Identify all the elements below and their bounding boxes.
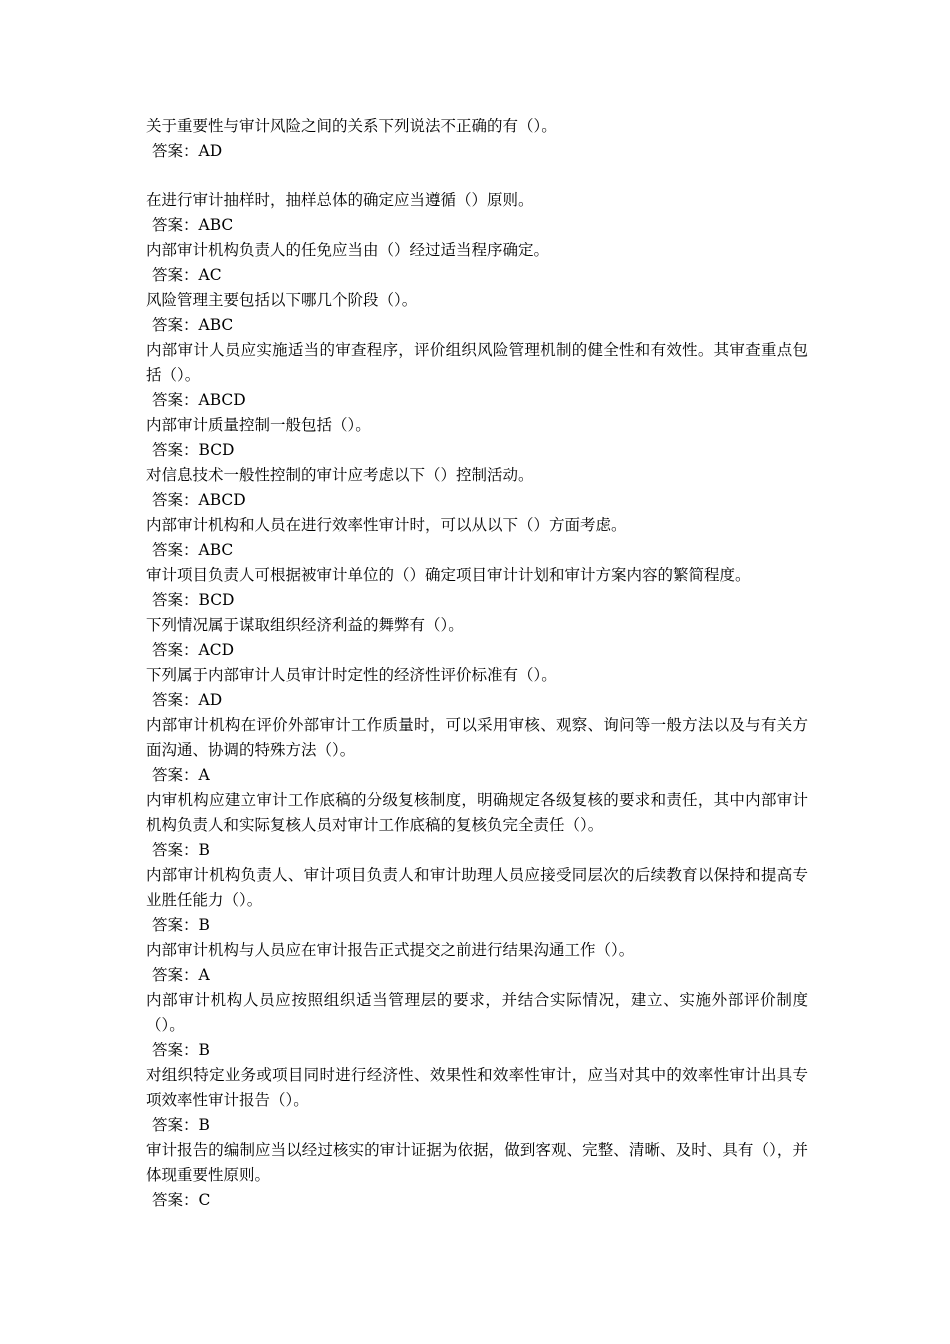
question-text: 内部审计质量控制一般包括（）。 — [146, 416, 371, 434]
question-text: 内审机构应建立审计工作底稿的分级复核制度，明确规定各级复核的要求和责任，其中内部审计机构负责人和实际复核人员对审计工作底稿的复核负完全责任（）。 — [146, 791, 808, 834]
question-list — [146, 114, 808, 1213]
answer-value: AD — [198, 691, 223, 709]
answer-value: A — [198, 766, 210, 784]
question-text: 对组织特定业务或项目同时进行经济性、效果性和效率性审计，应当对其中的效率性审计出具专项效率性审计报告（）。 — [146, 1066, 808, 1109]
answer-prefix: 答案： — [152, 841, 199, 859]
qa-item — [146, 613, 808, 663]
answer-line — [146, 263, 808, 288]
qa-item — [146, 563, 808, 613]
answer-prefix: 答案： — [152, 766, 199, 784]
answer-line — [146, 538, 808, 563]
question-text: 内部审计机构人员应按照组织适当管理层的要求，并结合实际情况，建立、实施外部评价制度（）。 — [146, 991, 808, 1034]
answer-value: ABCD — [198, 391, 246, 409]
qa-item — [146, 1063, 808, 1138]
answer-prefix: 答案： — [152, 491, 199, 509]
document-page — [146, 114, 808, 1213]
question-text: 审计项目负责人可根据被审计单位的（）确定项目审计计划和审计方案内容的繁简程度。 — [146, 566, 751, 584]
question-text: 内部审计机构负责人的任免应当由（）经过适当程序确定。 — [146, 241, 550, 259]
answer-line — [146, 438, 808, 463]
qa-item — [146, 938, 808, 988]
answer-line — [146, 638, 808, 663]
answer-value: ACD — [198, 641, 234, 659]
answer-line — [146, 488, 808, 513]
answer-value: A — [198, 966, 210, 984]
qa-item — [146, 188, 808, 238]
answer-prefix: 答案： — [152, 391, 199, 409]
answer-value: AC — [198, 266, 222, 284]
answer-prefix: 答案： — [152, 691, 199, 709]
answer-value: AD — [198, 142, 223, 160]
answer-prefix: 答案： — [152, 266, 199, 284]
answer-prefix: 答案： — [152, 216, 199, 234]
qa-item — [146, 713, 808, 788]
qa-item — [146, 663, 808, 713]
qa-item — [146, 413, 808, 463]
question-text: 对信息技术一般性控制的审计应考虑以下（）控制活动。 — [146, 466, 534, 484]
answer-line — [146, 1038, 808, 1063]
answer-line — [146, 838, 808, 863]
answer-prefix: 答案： — [152, 441, 199, 459]
answer-line — [146, 213, 808, 238]
qa-item — [146, 338, 808, 413]
qa-item — [146, 114, 808, 164]
answer-prefix: 答案： — [152, 591, 199, 609]
question-text: 内部审计人员应实施适当的审查程序，评价组织风险管理机制的健全性和有效性。其审查重点包括（）。 — [146, 341, 808, 384]
answer-value: B — [198, 1041, 210, 1059]
qa-item — [146, 238, 808, 288]
answer-value: ABCD — [198, 491, 246, 509]
qa-item — [146, 788, 808, 863]
answer-line — [146, 313, 808, 338]
question-text: 下列属于内部审计人员审计时定性的经济性评价标准有（）。 — [146, 666, 557, 684]
answer-prefix: 答案： — [152, 1191, 199, 1209]
qa-item — [146, 463, 808, 513]
answer-value: B — [198, 916, 210, 934]
question-text: 审计报告的编制应当以经过核实的审计证据为依据，做到客观、完整、清晰、及时、具有（），并体现重要性原则。 — [146, 1141, 808, 1184]
qa-item — [146, 288, 808, 338]
question-text: 关于重要性与审计风险之间的关系下列说法不正确的有（）。 — [146, 117, 557, 135]
answer-line — [146, 913, 808, 938]
answer-value: ABC — [198, 316, 234, 334]
answer-line — [146, 1188, 808, 1213]
answer-prefix: 答案： — [152, 966, 199, 984]
answer-line — [146, 963, 808, 988]
answer-prefix: 答案： — [152, 1116, 199, 1134]
answer-value: C — [198, 1191, 211, 1209]
answer-prefix: 答案： — [152, 541, 199, 559]
question-text: 下列情况属于谋取组织经济利益的舞弊有（）。 — [146, 616, 464, 634]
question-text: 内部审计机构与人员应在审计报告正式提交之前进行结果沟通工作（）。 — [146, 941, 635, 959]
qa-item — [146, 988, 808, 1063]
answer-prefix: 答案： — [152, 916, 199, 934]
qa-item — [146, 513, 808, 563]
answer-value: ABC — [198, 216, 234, 234]
answer-value: ABC — [198, 541, 234, 559]
answer-value: BCD — [198, 591, 235, 609]
qa-item — [146, 863, 808, 938]
answer-value: B — [198, 1116, 210, 1134]
question-text: 在进行审计抽样时，抽样总体的确定应当遵循（）原则。 — [146, 191, 534, 209]
answer-prefix: 答案： — [152, 641, 199, 659]
qa-item — [146, 1138, 808, 1213]
answer-prefix: 答案： — [152, 142, 199, 160]
answer-line — [146, 588, 808, 613]
question-text: 内部审计机构负责人、审计项目负责人和审计助理人员应接受同层次的后续教育以保持和提高专业胜任能力（）。 — [146, 866, 808, 909]
question-text: 内部审计机构在评价外部审计工作质量时，可以采用审核、观察、询问等一般方法以及与有关方面沟通、协调的特殊方法（）。 — [146, 716, 808, 759]
answer-prefix: 答案： — [152, 1041, 199, 1059]
question-text: 风险管理主要包括以下哪几个阶段（）。 — [146, 291, 418, 309]
answer-value: B — [198, 841, 210, 859]
answer-line — [146, 139, 808, 164]
answer-value: BCD — [198, 441, 235, 459]
answer-line — [146, 1113, 808, 1138]
answer-line — [146, 763, 808, 788]
answer-line — [146, 388, 808, 413]
blank-line — [146, 164, 808, 188]
answer-line — [146, 688, 808, 713]
answer-prefix: 答案： — [152, 316, 199, 334]
question-text: 内部审计机构和人员在进行效率性审计时，可以从以下（）方面考虑。 — [146, 516, 627, 534]
